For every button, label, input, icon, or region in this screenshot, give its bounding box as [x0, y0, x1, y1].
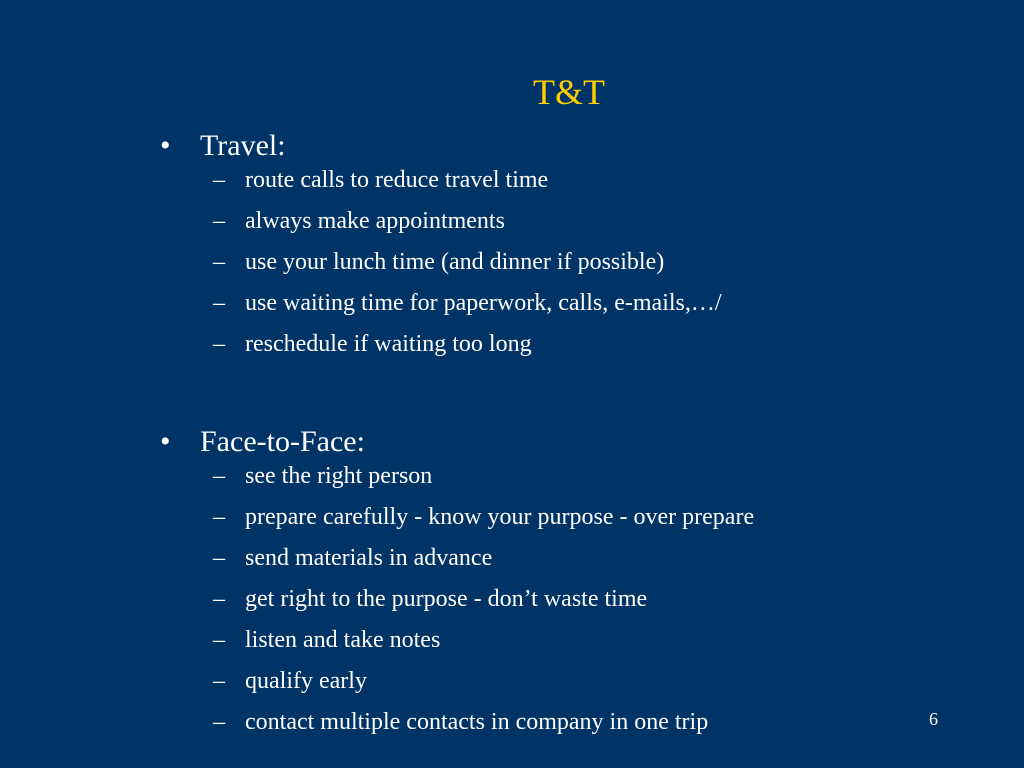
list-item — [160, 248, 722, 276]
list-item — [160, 330, 722, 358]
list-item-text: use waiting time for paperwork, calls, e-mails,…/ — [245, 290, 722, 316]
list-item-text: prepare carefully - know your purpose - over prepare — [245, 504, 755, 530]
list-item — [160, 462, 754, 490]
list-item-text: get right to the purpose - don’t waste time — [245, 586, 648, 612]
list-item — [160, 667, 754, 695]
dash-icon: – — [213, 463, 225, 489]
dash-icon: – — [213, 709, 225, 735]
dash-icon: – — [213, 545, 225, 571]
section-heading-text: Travel: — [200, 129, 286, 162]
section-face-to-face — [160, 424, 754, 749]
list-item-text: route calls to reduce travel time — [245, 167, 549, 193]
list-item-text: contact multiple contacts in company in one trip — [245, 709, 709, 735]
list-item — [160, 207, 722, 235]
list-item-text: listen and take notes — [245, 627, 441, 653]
subitem-list — [160, 462, 754, 736]
section-heading — [160, 128, 722, 164]
list-item-text: qualify early — [245, 668, 367, 694]
list-item-text: send materials in advance — [245, 545, 493, 571]
subitem-list — [160, 166, 722, 358]
page-number: 6 — [929, 709, 938, 729]
section-heading — [160, 424, 754, 460]
list-item — [160, 544, 754, 572]
section-travel — [160, 128, 722, 371]
list-item — [160, 166, 722, 194]
dash-icon: – — [213, 290, 225, 316]
list-item — [160, 626, 754, 654]
list-item-text: see the right person — [245, 463, 433, 489]
dash-icon: – — [213, 208, 225, 234]
bullet-icon: • — [160, 129, 171, 162]
list-item-text: use your lunch time (and dinner if possible) — [245, 249, 665, 275]
list-item-text: always make appointments — [245, 208, 505, 234]
dash-icon: – — [213, 586, 225, 612]
list-item — [160, 289, 722, 317]
dash-icon: – — [213, 167, 225, 193]
list-item — [160, 708, 754, 736]
bullet-icon: • — [160, 425, 171, 458]
section-heading-text: Face-to-Face: — [200, 425, 365, 458]
list-item — [160, 585, 754, 613]
list-item — [160, 503, 754, 531]
list-item-text: reschedule if waiting too long — [245, 331, 532, 357]
dash-icon: – — [213, 627, 225, 653]
dash-icon: – — [213, 331, 225, 357]
dash-icon: – — [213, 668, 225, 694]
dash-icon: – — [213, 249, 225, 275]
slide-title: T&T — [533, 72, 605, 112]
dash-icon: – — [213, 504, 225, 530]
